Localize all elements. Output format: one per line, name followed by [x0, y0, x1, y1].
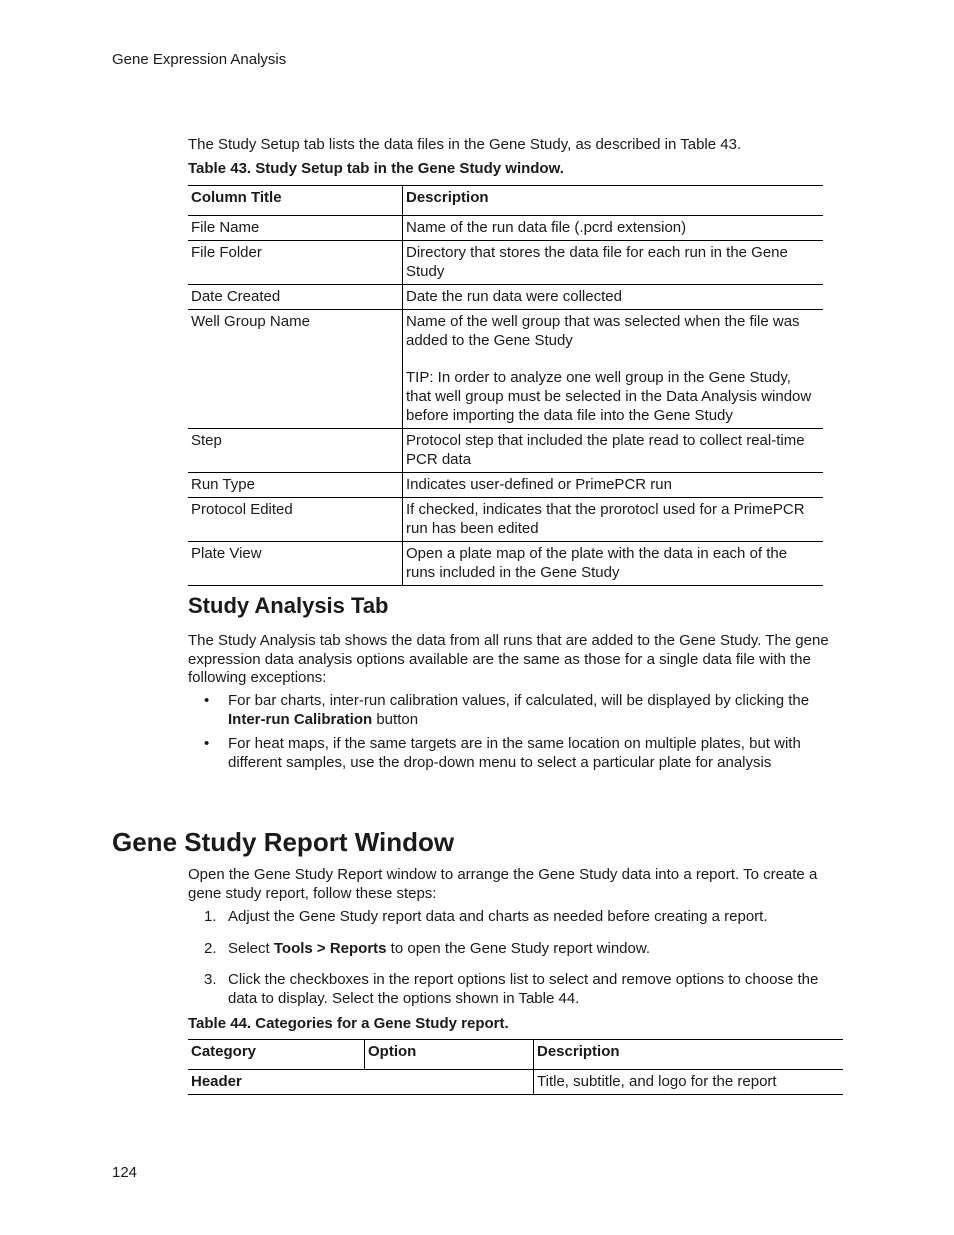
tip-text: TIP: In order to analyze one well group in the Gene Study, that well group must be selected in the Data Analysis window before importing the data file into the Gene Study	[406, 369, 812, 424]
table-row	[188, 216, 823, 241]
row-description: Indicates user-defined or PrimePCR run	[403, 473, 824, 498]
category-header: Category	[188, 1040, 365, 1070]
list-item	[204, 971, 834, 1008]
column-title-header: Column Title	[188, 186, 403, 216]
table-43-caption: Table 43. Study Setup tab in the Gene Study window.	[188, 160, 564, 177]
list-item	[204, 940, 834, 959]
intro-paragraph: The Study Setup tab lists the data files in the Gene Study, as described in Table 43.	[188, 136, 742, 153]
table-row	[188, 241, 823, 285]
row-description: If checked, indicates that the prorotocl used for a PrimePCR run has been edited	[403, 498, 824, 542]
row-title: Plate View	[188, 542, 403, 586]
list-item-bold: Inter-run Calibration	[228, 710, 373, 728]
step-text: Adjust the Gene Study report data and charts as needed before creating a report.	[228, 908, 768, 925]
row-title: Run Type	[188, 473, 403, 498]
table-row	[188, 1070, 843, 1095]
row-title: File Folder	[188, 241, 403, 285]
step-bold: Tools > Reports	[273, 939, 387, 957]
description-header: Description	[534, 1040, 844, 1070]
study-analysis-paragraph: The Study Analysis tab shows the data from all runs that are added to the Gene Study. The gene expression data analysis options available are the same as those for a single data file with the following exceptions:	[188, 632, 829, 686]
page-number: 124	[112, 1164, 138, 1181]
bullet-glyph: •	[204, 692, 210, 709]
category-cell: Header	[188, 1070, 534, 1095]
steps-list	[204, 908, 834, 1021]
description-cell: Title, subtitle, and logo for the report	[534, 1070, 844, 1095]
step-text: Click the checkboxes in the report options list to select and remove options to choose the data to display. Select the options shown in Table 44.	[228, 971, 819, 1007]
list-item-text: For heat maps, if the same targets are in the same location on multiple plates, but with different samples, use the drop-down menu to select a particular plate for analysis	[228, 735, 801, 771]
step-number: 1.	[204, 908, 217, 925]
row-title: Step	[188, 429, 403, 473]
row-description: Date the run data were collected	[403, 285, 824, 310]
row-description: Directory that stores the data file for each run in the Gene Study	[403, 241, 824, 285]
table-header-row	[188, 1040, 843, 1070]
row-title: File Name	[188, 216, 403, 241]
table-row	[188, 498, 823, 542]
table-44-caption: Table 44. Categories for a Gene Study report.	[188, 1015, 509, 1032]
study-setup-table	[188, 185, 823, 586]
step-number: 2.	[204, 939, 217, 957]
table-row	[188, 285, 823, 310]
bullet-glyph: •	[204, 735, 210, 752]
row-description: Protocol step that included the plate read to collect real-time PCR data	[403, 429, 824, 473]
report-window-heading: Gene Study Report Window	[112, 827, 455, 857]
row-title: Date Created	[188, 285, 403, 310]
report-window-paragraph: Open the Gene Study Report window to arrange the Gene Study data into a report. To create a gene study report, follow these steps:	[188, 866, 818, 902]
list-item-text: For bar charts, inter-run calibration values, if calculated, will be displayed by clicking the	[228, 692, 810, 709]
report-categories-table	[188, 1039, 843, 1095]
table-row	[188, 310, 823, 429]
option-header: Option	[365, 1040, 534, 1070]
table-header-row	[188, 186, 823, 216]
list-item	[204, 735, 824, 772]
study-analysis-heading: Study Analysis Tab	[188, 593, 389, 618]
step-text-after: to open the Gene Study report window.	[386, 939, 651, 957]
list-item-text-after: button	[372, 710, 419, 728]
list-item	[204, 908, 834, 927]
description-header: Description	[403, 186, 824, 216]
list-item	[204, 692, 824, 729]
row-title: Protocol Edited	[188, 498, 403, 542]
row-title: Well Group Name	[188, 310, 403, 429]
row-description: Open a plate map of the plate with the data in each of the runs included in the Gene Study	[403, 542, 824, 586]
row-description: Name of the run data file (.pcrd extension)	[403, 216, 824, 241]
table-row	[188, 473, 823, 498]
running-head: Gene Expression Analysis	[112, 51, 287, 68]
step-number: 3.	[204, 971, 217, 988]
row-description	[403, 310, 824, 429]
row-description-text: Name of the well group that was selected when the file was added to the Gene Study	[406, 313, 800, 349]
table-row	[188, 429, 823, 473]
exceptions-list	[204, 692, 824, 778]
table-row	[188, 542, 823, 586]
step-text: Select	[228, 939, 274, 957]
